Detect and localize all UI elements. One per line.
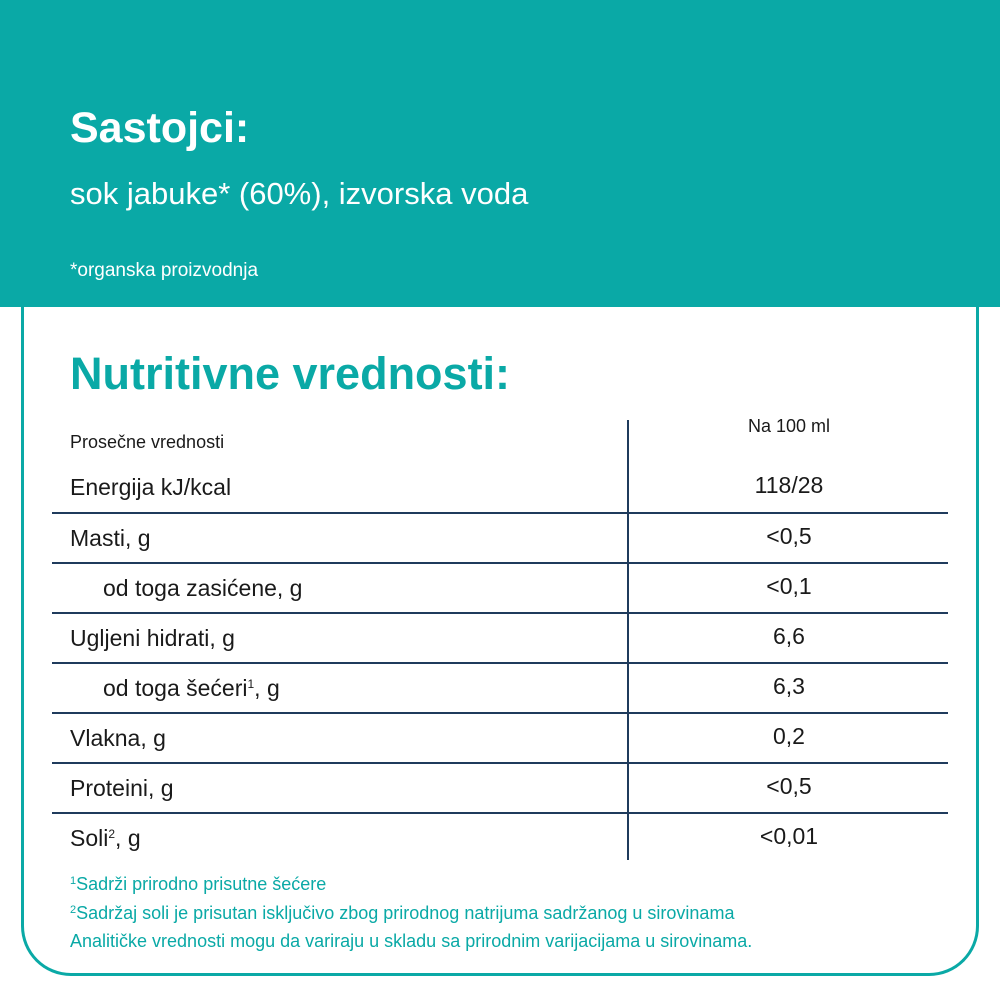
organic-note: *organska proizvodnja xyxy=(70,260,259,281)
table-row xyxy=(52,812,948,862)
table-row-separator xyxy=(52,512,948,564)
footnote-marker: 1 xyxy=(247,677,255,691)
footnote-2: $^2$Sadržaj soli je prisutan isključivo zbog prirodnog natrijuma sadržanog u sirovinama xyxy=(70,903,735,923)
nutrition-title: Nutritivne vrednosti: xyxy=(70,348,511,399)
header-label: Prosečne vrednosti xyxy=(70,432,225,452)
table-row-separator xyxy=(52,712,948,764)
table-row-separator xyxy=(52,762,948,814)
ingredients-section xyxy=(0,0,1000,307)
row-label: Soli$^2$, g xyxy=(70,825,141,851)
footnote-marker: 2 xyxy=(108,827,116,841)
table-row-separator xyxy=(52,462,948,514)
row-value: <0,5 xyxy=(766,523,812,549)
footnote-analytical: Analitičke vrednosti mogu da variraju u skladu sa prirodnim varijacijama u sirovinama. xyxy=(70,931,753,951)
table-row-separator xyxy=(52,612,948,664)
row-label: od toga zasićene, g xyxy=(103,575,303,601)
row-label: Masti, g xyxy=(70,525,151,551)
row-label: od toga šećeri$^1$, g xyxy=(103,675,280,701)
row-value: 6,3 xyxy=(773,673,805,699)
row-value: <0,01 xyxy=(759,823,819,849)
ingredients-text: sok jabuke* (60%), izvorska voda xyxy=(70,176,529,211)
footnote-1: $^1$Sadrži prirodno prisutne šećere xyxy=(70,874,327,894)
row-label: Energija kJ/kcal xyxy=(70,474,232,500)
table-header-row xyxy=(52,411,948,461)
row-value: 118/28 xyxy=(754,472,824,498)
row-label: Proteini, g xyxy=(70,775,174,801)
row-label: Vlakna, g xyxy=(70,725,166,751)
header-value: Na 100 ml xyxy=(747,416,831,436)
row-value: 6,6 xyxy=(773,623,805,649)
ingredients-title: Sastojci: xyxy=(70,104,250,152)
table-row-separator xyxy=(52,662,948,714)
row-value: 0,2 xyxy=(773,723,805,749)
row-label: Ugljeni hidrati, g xyxy=(70,625,235,651)
row-value: <0,1 xyxy=(766,573,812,599)
row-value: <0,5 xyxy=(766,773,812,799)
table-row-separator xyxy=(52,562,948,614)
